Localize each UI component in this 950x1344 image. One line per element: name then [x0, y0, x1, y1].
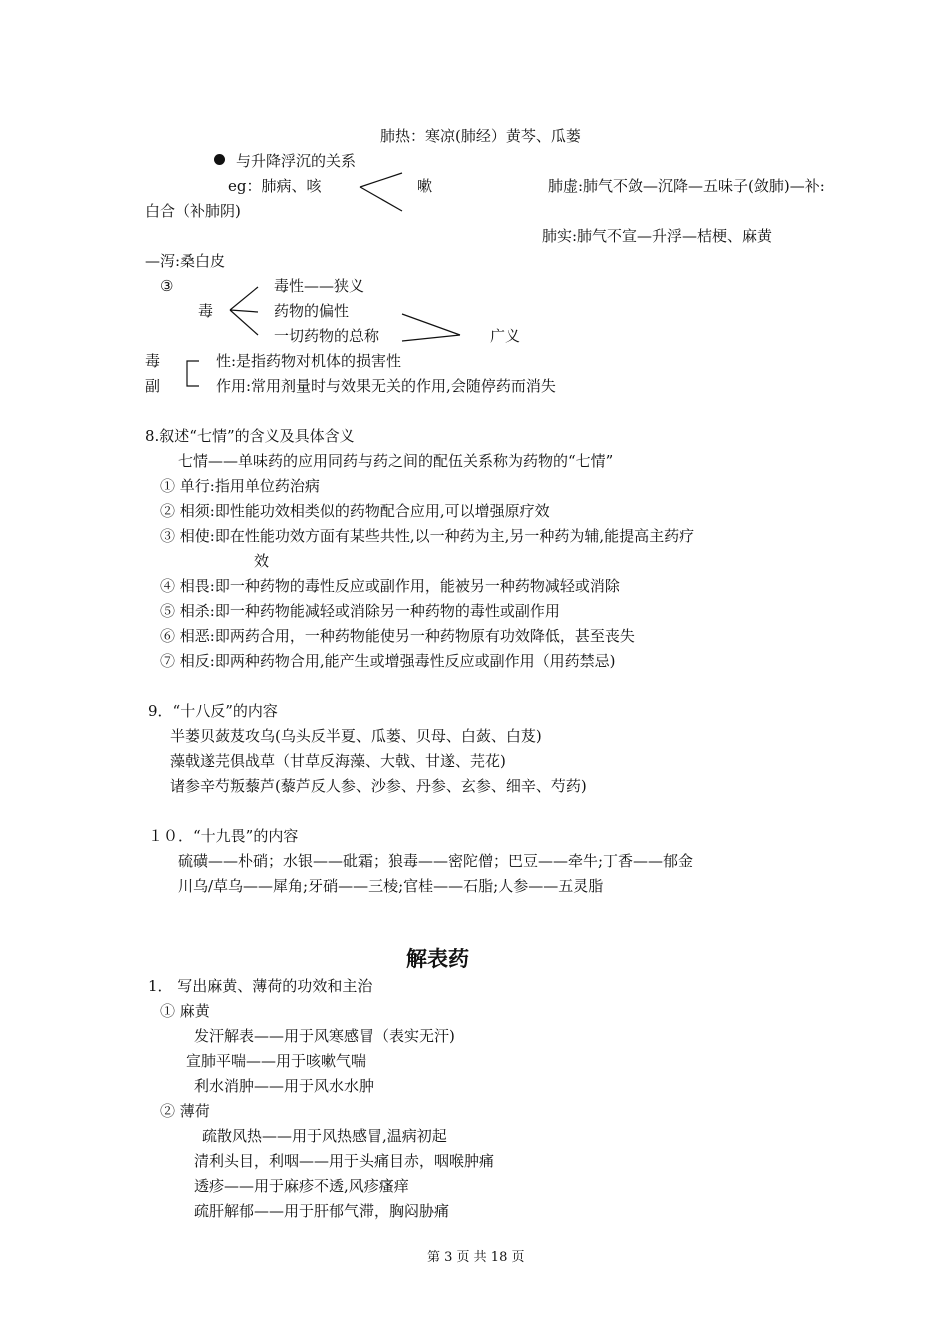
- bohe-item: 清利头目，利咽——用于头痛目赤，咽喉肿痛: [194, 1152, 495, 1170]
- branch-line: [230, 310, 258, 312]
- baihe-line: 白合（补肺阴): [145, 202, 241, 220]
- branch-line: [360, 187, 402, 211]
- q10-title: １０．“十九畏”的内容: [148, 827, 299, 845]
- q8-intro: 七情——单味药的应用同药与药之间的配伍关系称为药物的“七情”: [178, 452, 614, 470]
- mahuang-item: 发汗解表——用于风寒感冒（表实无汗): [194, 1027, 455, 1045]
- xing-definition: 性:是指药物对机体的损害性: [216, 352, 402, 370]
- q8-item-continuation: 效: [254, 552, 270, 570]
- q9-title: 9．“十八反”的内容: [148, 702, 278, 720]
- guangyi-label: 广义: [490, 327, 521, 345]
- item-number-3: ③: [160, 277, 174, 295]
- bohe-item: 透疹——用于麻疹不透,风疹瘙痒: [194, 1177, 409, 1195]
- lung-excess-line: 肺实:肺气不宣—升浮—桔梗、麻黄: [542, 227, 773, 245]
- branch-line: [360, 173, 402, 187]
- zuoyong-definition: 作用:常用剂量时与效果无关的作用,会随停药而消失: [216, 377, 556, 395]
- q9-item: 诸参辛芍叛藜芦(藜芦反人参、沙参、丹参、玄参、细辛、芍药): [170, 777, 587, 795]
- bohe-item: 疏散风热——用于风热感冒,温病初起: [202, 1127, 447, 1145]
- du-char: 毒: [198, 302, 214, 320]
- du-item: 药物的偏性: [274, 302, 350, 320]
- q10-item: 川乌/草乌——犀角;牙硝——三棱;官桂——石脂;人参——五灵脂: [178, 877, 604, 895]
- bohe-item: 疏肝解郁——用于肝郁气滞，胸闷胁痛: [194, 1202, 450, 1220]
- q8-item: ⑤ 相杀:即一种药物能减轻或消除另一种药物的毒性或副作用: [160, 602, 560, 620]
- q8-item: ② 相须:即性能功效相类似的药物配合应用,可以增强原疗效: [160, 502, 550, 520]
- q8-title: 8.叙述“七情”的含义及具体含义: [145, 427, 355, 445]
- branch-line: [230, 310, 258, 335]
- q8-item: ⑥ 相恶:即两药合用，一种药物能使另一种药物原有功效降低，甚至丧失: [160, 627, 635, 645]
- q8-item: ③ 相使:即在性能功效方面有某些共性,以一种药为主,另一种药为辅,能提高主药疗: [160, 527, 695, 545]
- page-footer: 第 3 页 共 18 页: [427, 1250, 525, 1265]
- mahuang-item: 利水消肿——用于风水水肿: [194, 1077, 375, 1095]
- q1-title: 1． 写出麻黄、薄荷的功效和主治: [148, 977, 373, 995]
- du-left-char: 毒: [145, 352, 161, 370]
- du-item: 一切药物的总称: [274, 327, 380, 345]
- cough-char: 嗽: [417, 177, 433, 195]
- lung-heat-line: 肺热：寒凉(肺经）黄芩、瓜蒌: [380, 127, 581, 145]
- q8-item: ④ 相畏:即一种药物的毒性反应或副作用，能被另一种药物减轻或消除: [160, 577, 620, 595]
- q10-item: 硫磺——朴硝；水银——砒霜；狼毒——密陀僧；巴豆——牵牛;丁香——郁金: [178, 852, 694, 870]
- mahuang-label: ① 麻黄: [160, 1002, 210, 1020]
- branch-line: [230, 287, 258, 310]
- section-title: 解表药: [406, 947, 469, 971]
- q9-item: 藻戟遂芫俱战草（甘草反海藻、大戟、甘遂、芫花): [170, 752, 506, 770]
- q9-item: 半蒌贝蔹芨攻乌(乌头反半夏、瓜蒌、贝母、白蔹、白芨): [170, 727, 542, 745]
- bracket-line: [187, 361, 199, 386]
- branch-line: [402, 335, 460, 341]
- eg-line: eg：肺病、咳: [228, 177, 322, 195]
- bohe-label: ② 薄荷: [160, 1102, 210, 1120]
- lung-deficiency-line: 肺虚:肺气不敛—沉降—五味子(敛肺)—补:: [548, 177, 825, 195]
- relation-title: 与升降浮沉的关系: [236, 152, 357, 170]
- du-item: 毒性——狭义: [274, 277, 365, 295]
- fu-left-char: 副: [145, 377, 161, 395]
- branch-line: [402, 314, 460, 335]
- q8-item: ① 单行:指用单位药治病: [160, 477, 320, 495]
- xie-line: —泻:桑白皮: [145, 252, 226, 270]
- mahuang-item: 宣肺平喘——用于咳嗽气喘: [186, 1052, 367, 1070]
- q8-item: ⑦ 相反:即两种药物合用,能产生或增强毒性反应或副作用（用药禁忌): [160, 652, 616, 670]
